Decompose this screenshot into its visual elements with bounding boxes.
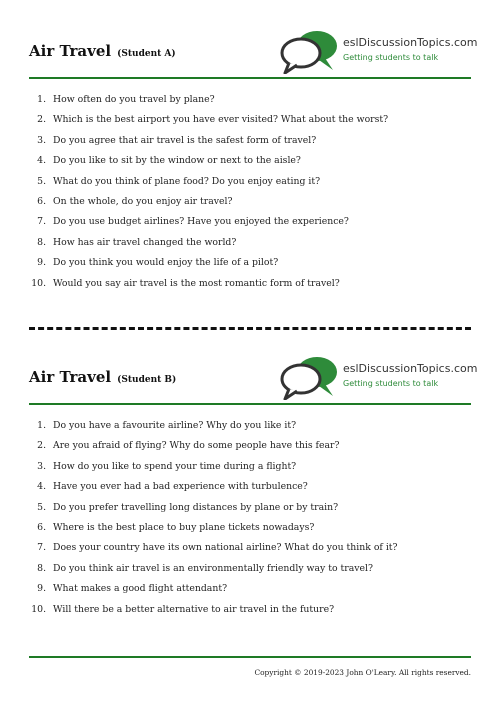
list-item: 5. What do you think of plane food? Do you enjoy eating it?	[49, 172, 471, 192]
section-student-b	[29, 356, 478, 615]
section-student-a	[29, 30, 478, 289]
brand-tagline: Getting students to talk	[343, 53, 439, 62]
list-item: 5. Do you prefer travelling long distances by plane or by train?	[49, 498, 471, 518]
brand-tagline: Getting students to talk	[343, 379, 439, 388]
copyright-notice: Copyright © 2019-2023 John O'Leary. All rights reserved.	[254, 668, 471, 677]
list-item: 3. How do you like to spend your time during a flight?	[49, 457, 471, 477]
list-item: 4. Do you like to sit by the window or next to the aisle?	[49, 151, 471, 171]
brand-name: eslDiscussionTopics.com	[343, 362, 478, 375]
question-list	[29, 90, 471, 294]
title-text: Air Travel	[29, 42, 112, 60]
list-item: 10. Would you say air travel is the most romantic form of travel?	[49, 274, 471, 294]
page-title	[29, 42, 176, 60]
cut-line-divider	[29, 327, 471, 330]
list-item: 2. Are you afraid of flying? Why do some people have this fear?	[49, 436, 471, 456]
page-title	[29, 368, 176, 386]
footer-rule	[29, 656, 471, 658]
list-item: 7. Do you use budget airlines? Have you enjoyed the experience?	[49, 212, 471, 232]
speech-bubbles-icon	[279, 356, 339, 400]
list-item: 8. How has air travel changed the world?	[49, 233, 471, 253]
title-subtitle: (Student A)	[117, 49, 176, 59]
title-subtitle: (Student B)	[117, 375, 177, 385]
list-item: 9. What makes a good flight attendant?	[49, 579, 471, 599]
header-rule	[29, 403, 471, 405]
header-rule	[29, 77, 471, 79]
list-item: 6. Where is the best place to buy plane tickets nowadays?	[49, 518, 471, 538]
list-item: 6. On the whole, do you enjoy air travel?	[49, 192, 471, 212]
list-item: 9. Do you think you would enjoy the life of a pilot?	[49, 253, 471, 273]
speech-bubbles-icon	[279, 30, 339, 74]
list-item: 10. Will there be a better alternative to air travel in the future?	[49, 600, 471, 620]
list-item: 3. Do you agree that air travel is the safest form of travel?	[49, 131, 471, 151]
section-header	[29, 30, 478, 78]
list-item: 2. Which is the best airport you have ever visited? What about the worst?	[49, 110, 471, 130]
list-item: 7. Does your country have its own national airline? What do you think of it?	[49, 538, 471, 558]
list-item: 1. Do you have a favourite airline? Why do you like it?	[49, 416, 471, 436]
section-header	[29, 356, 478, 404]
list-item: 4. Have you ever had a bad experience with turbulence?	[49, 477, 471, 497]
title-text: Air Travel	[29, 368, 112, 386]
site-logo	[279, 356, 478, 400]
site-logo	[279, 30, 478, 74]
brand-name: eslDiscussionTopics.com	[343, 36, 478, 49]
list-item: 1. How often do you travel by plane?	[49, 90, 471, 110]
list-item: 8. Do you think air travel is an environmentally friendly way to travel?	[49, 559, 471, 579]
question-list	[29, 416, 471, 620]
